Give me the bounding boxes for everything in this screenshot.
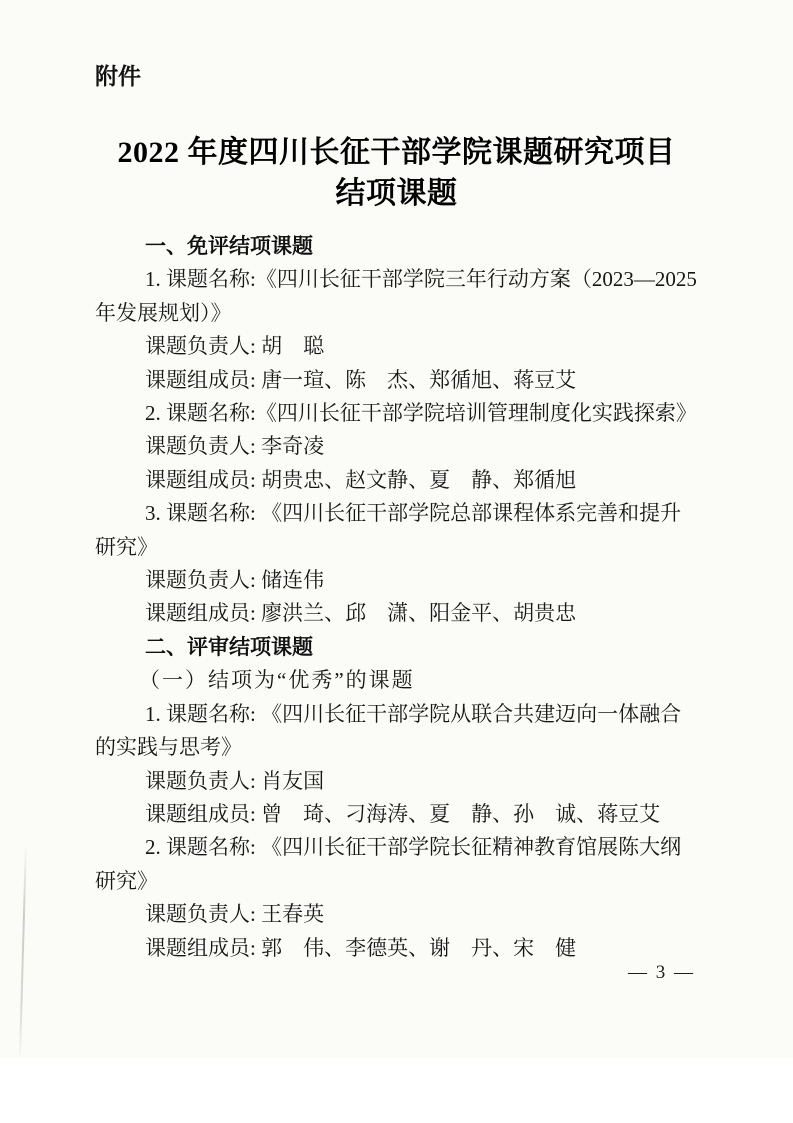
s2-topic-2-members: 课题组成员: 郭 伟、李德英、谢 丹、宋 健 [145,935,577,960]
s1-topic-3-members: 课题组成员: 廖洪兰、邱 潇、阳金平、胡贵忠 [145,601,577,626]
s1-topic-3-name-line-2: 研究》 [95,534,158,559]
document-body [95,230,713,965]
s1-topic-1-leader: 课题负责人: 胡 聪 [145,334,325,359]
s2-topic-2-name-line-1: 2. 课题名称: 《四川长征干部学院长征精神教育馆展陈大纲 [145,835,682,860]
title-line-1: 2022 年度四川长征干部学院课题研究项目 [117,136,676,169]
s1-topic-3-leader: 课题负责人: 储连伟 [145,568,325,593]
title-line-2: 结项课题 [335,177,458,210]
document-title [0,132,793,214]
section-2-heading: 二、评审结项课题 [145,635,313,659]
s1-topic-2-members: 课题组成员: 胡贵忠、赵文静、夏 静、郑循旭 [145,467,577,492]
s1-topic-1-members: 课题组成员: 唐一瑄、陈 杰、郑循旭、蒋豆艾 [145,367,577,392]
section-1-heading: 一、免评结项课题 [145,235,313,258]
s2-topic-2-leader: 课题负责人: 王春英 [145,902,325,927]
section-2-subheading: （一）结项为“优秀”的课题 [139,668,415,693]
s1-topic-3-name-line-1: 3. 课题名称: 《四川长征干部学院总部课程体系完善和提升 [145,501,682,526]
s2-topic-1-leader: 课题负责人: 肖友国 [145,768,325,793]
scan-crease-artifact [19,843,27,1055]
page-number: — 3 — [628,962,695,983]
s1-topic-2-leader: 课题负责人: 李奇凌 [145,434,325,459]
s2-topic-2-name-line-2: 研究》 [95,868,158,893]
s1-topic-2-name-line-1: 2. 课题名称:《四川长征干部学院培训管理制度化实践探索》 [145,401,697,426]
s2-topic-1-name-line-2: 的实践与思考》 [95,735,242,760]
s2-topic-1-members: 课题组成员: 曾 琦、刁海涛、夏 静、孙 诚、蒋豆艾 [145,801,661,826]
s1-topic-1-name-line-2: 年发展规划）》 [95,300,232,325]
s2-topic-1-name-line-1: 1. 课题名称: 《四川长征干部学院从联合共建迈向一体融合 [145,701,682,726]
attachment-label: 附件 [95,63,141,89]
s1-topic-1-name-line-1: 1. 课题名称:《四川长征干部学院三年行动方案（2023—2025 [145,267,697,292]
